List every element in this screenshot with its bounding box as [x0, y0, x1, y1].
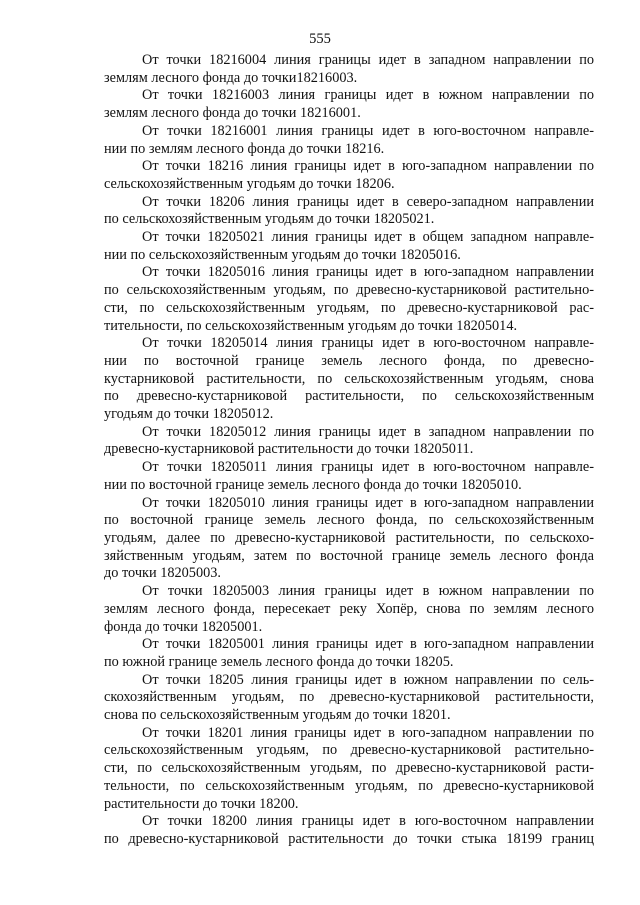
paragraph-line: От точки 18205010 линия границы идет в юго-западном направлении [142, 494, 594, 511]
paragraph-line: От точки 18200 линия границы идет в юго-восточном направлении [142, 813, 594, 830]
paragraph-line: снова по сельскохозяйственным угодьям до точки 18201. [104, 707, 451, 724]
paragraph [104, 813, 594, 848]
paragraph-line: скохозяйственным угодьям, по древесно-кустарниковой растительности, [104, 689, 594, 706]
paragraph [104, 52, 594, 87]
paragraph-line: по древесно-кустарниковой растительности до точки стыка 18199 границ [104, 830, 594, 847]
paragraph-line: сти, по сельскохозяйственным угодьям, по древесно-кустарниковой расти- [104, 760, 594, 777]
paragraph [104, 264, 594, 335]
paragraph-line: сельскохозяйственным угодьям до точки 18206. [104, 175, 395, 192]
paragraph [104, 229, 594, 264]
paragraph-line: по восточной границе земель лесного фонда, по сельскохозяйственным [104, 512, 594, 529]
paragraph-line: От точки 18205 линия границы идет в южном направлении по сель- [142, 671, 594, 688]
paragraph-line: От точки 18216004 линия границы идет в западном направлении по [142, 52, 594, 68]
body-text [104, 52, 594, 849]
paragraph-line: От точки 18205012 линия границы идет в западном направлении по [142, 423, 594, 440]
paragraph-line: зяйственным угодьям, затем по восточной границе земель лесного фонда [104, 547, 594, 564]
paragraph-line: тительности, по сельскохозяйственным угодьям до точки 18205014. [104, 317, 518, 334]
paragraph-line: землям лесного фонда до точки 18216001. [104, 105, 361, 122]
paragraph [104, 87, 594, 122]
paragraph-line: нии по восточной границе земель лесного фонда до точки 18205010. [104, 476, 522, 493]
paragraph [104, 424, 594, 459]
page-number: 555 [309, 31, 331, 47]
paragraph [104, 583, 594, 636]
paragraph-line: древесно-кустарниковой растительности до точки 18205011. [104, 441, 474, 458]
paragraph [104, 459, 594, 494]
paragraph-line: От точки 18205001 линия границы идет в юго-западном направлении [142, 636, 594, 653]
paragraph [104, 335, 594, 424]
paragraph-line: землям лесного фонда до точки18216003. [104, 69, 358, 86]
paragraph-line: по сельскохозяйственным угодьям до точки 18205021. [104, 211, 435, 228]
paragraph-line: нии по сельскохозяйственным угодьям до точки 18205016. [104, 246, 461, 263]
paragraph-line: растительности до точки 18200. [104, 795, 299, 812]
paragraph-line: От точки 18205011 линия границы идет в юго-восточном направле- [142, 459, 594, 476]
paragraph-line: по южной границе земель лесного фонда до точки 18205. [104, 653, 454, 670]
paragraph [104, 158, 594, 193]
paragraph-line: нии по землям лесного фонда до точки 18216. [104, 140, 385, 157]
paragraph [104, 123, 594, 158]
paragraph [104, 725, 594, 814]
paragraph-line: тельности, по сельскохозяйственным угодьям, по древесно-кустарниковой [104, 777, 594, 794]
paragraph-line: сельскохозяйственным угодьям, по древесно-кустарниковой растительно- [104, 742, 594, 759]
paragraph-line: сти, по сельскохозяйственным угодьям, по древесно-кустарниковой рас- [104, 299, 594, 316]
paragraph [104, 636, 594, 671]
paragraph-line: От точки 18205014 линия границы идет в юго-восточном направле- [142, 335, 594, 352]
paragraph-line: От точки 18216001 линия границы идет в юго-восточном направле- [142, 122, 594, 139]
paragraph-line: до точки 18205003. [104, 565, 221, 582]
paragraph-line: по древесно-кустарниковой растительности, по сельскохозяйственным [104, 388, 594, 405]
paragraph-line: угодьям до точки 18205012. [104, 406, 274, 423]
paragraph-line: фонда до точки 18205001. [104, 618, 263, 635]
paragraph-line: От точки 18201 линия границы идет в юго-западном направлении по [142, 724, 594, 741]
paragraph [104, 672, 594, 725]
paragraph-line: кустарниковой растительности, по сельскохозяйственным угодьям, снова [104, 370, 594, 387]
paragraph-line: От точки 18205016 линия границы идет в юго-западном направлении [142, 264, 594, 281]
paragraph-line: нии по восточной границе земель лесного фонда, по древесно- [104, 352, 594, 369]
paragraph-line: От точки 18206 линия границы идет в северо-западном направлении [142, 193, 594, 210]
paragraph-line: От точки 18216 линия границы идет в юго-западном направлении по [142, 158, 594, 175]
paragraph-line: От точки 18205003 линия границы идет в южном направлении по [142, 583, 594, 600]
paragraph [104, 495, 594, 584]
paragraph-line: угодьям, далее по древесно-кустарниковой растительности, по сельскохо- [104, 529, 594, 546]
paragraph-line: От точки 18216003 линия границы идет в южном направлении по [142, 87, 594, 104]
paragraph-line: землям лесного фонда, пересекает реку Хопёр, снова по землям лесного [104, 600, 594, 617]
paragraph [104, 194, 594, 229]
paragraph-line: по сельскохозяйственным угодьям, по древесно-кустарниковой растительно- [104, 282, 594, 299]
paragraph-line: От точки 18205021 линия границы идет в общем западном направле- [142, 229, 594, 246]
